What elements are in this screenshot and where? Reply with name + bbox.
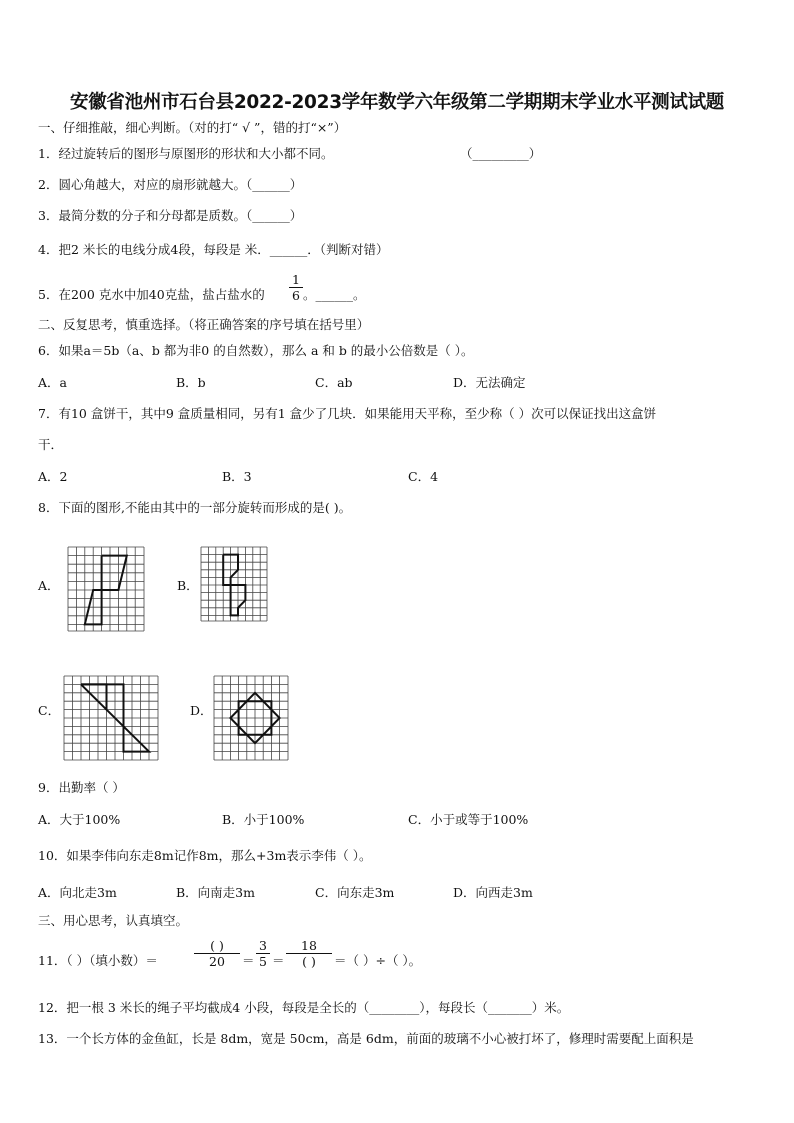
q11-f2-numerator: 3 — [259, 938, 267, 953]
section-heading-2: 二、反复思考，慎重选择。（将正确答案的序号填在括号里） — [38, 317, 370, 332]
q11-equals-2: ＝ — [272, 953, 285, 968]
q11-f2-denominator: 5 — [259, 954, 267, 969]
q8-option-b-label[interactable]: B． — [177, 578, 199, 593]
q10-option-d[interactable]: D．向西走3m — [453, 885, 533, 900]
q11-f3-denominator[interactable]: ( ) — [302, 954, 316, 969]
q7-option-a[interactable]: A．2 — [38, 469, 68, 484]
question-8: 8．下面的图形,不能由其中的一部分旋转而形成的是( )。 — [38, 500, 352, 515]
question-5-answer: 。______。 — [303, 287, 366, 302]
question-3: 3．最简分数的分子和分母都是质数。（______） — [38, 208, 303, 223]
q6-option-d[interactable]: D．无法确定 — [453, 375, 526, 390]
q10-option-a[interactable]: A．向北走3m — [38, 885, 117, 900]
question-11-text: 11．（ ）（填小数）＝ — [38, 953, 158, 968]
q10-option-c[interactable]: C．向东走3m — [315, 885, 395, 900]
q8-option-d-figure[interactable] — [212, 674, 290, 762]
q8-option-c-figure[interactable] — [62, 674, 160, 762]
question-10: 10．如果李伟向东走8m记作8m，那么+3m表示李伟（ ）。 — [38, 848, 372, 863]
question-7-line-1: 7．有10 盒饼干，其中9 盒质量相同，另有1 盒少了几块．如果能用天平称，至少称（ ）次可以保证找出这盒饼 — [38, 406, 657, 421]
q9-option-b[interactable]: B．小于100% — [222, 812, 305, 827]
q8-option-a-figure[interactable] — [66, 545, 146, 633]
q6-option-b[interactable]: B．b — [176, 375, 206, 390]
question-6: 6．如果a＝5b（a、b 都为非0 的自然数），那么 a 和 b 的最小公倍数是（ ）。 — [38, 343, 474, 358]
section-heading-1: 一、仔细推敲，细心判断。（对的打“ √ ”，错的打“×”） — [38, 120, 347, 135]
q7-option-c[interactable]: C．4 — [408, 469, 439, 484]
q7-option-b[interactable]: B．3 — [222, 469, 252, 484]
q11-f1-denominator: 20 — [209, 954, 225, 969]
q11-fraction-3 — [286, 938, 332, 969]
q8-option-a-label[interactable]: A． — [38, 578, 60, 593]
question-12: 12．把一根 3 米长的绳子平均截成4 小段，每段是全长的（________），每段长（_______）米。 — [38, 1000, 570, 1015]
question-9: 9．出勤率（ ） — [38, 780, 125, 795]
q10-option-b[interactable]: B．向南走3m — [176, 885, 255, 900]
question-4: 4．把2 米长的电线分成4段，每段是 米．______．（判断对错） — [38, 242, 389, 257]
q11-fraction-1 — [194, 938, 240, 969]
question-7-line-2: 干． — [38, 437, 64, 452]
q11-fraction-2 — [256, 938, 270, 969]
q8-option-d-label[interactable]: D． — [190, 703, 213, 718]
q8-option-b-figure[interactable] — [199, 545, 269, 623]
section-heading-3: 三、用心思考，认真填空。 — [38, 913, 189, 928]
question-13: 13．一个长方体的金鱼缸，长是 8dm，宽是 50cm，高是 6dm，前面的玻璃不小心被打坏了，修理时需要配上面积是 — [38, 1031, 694, 1046]
fraction-numerator: 1 — [292, 272, 300, 287]
question-5-text: 5．在200 克水中加40克盐，盐占盐水的 — [38, 287, 265, 302]
q11-f3-numerator: 18 — [301, 938, 317, 953]
q11-tail: ＝（ ）÷（ ）。 — [334, 953, 422, 968]
question-5-fraction — [289, 272, 303, 303]
question-1: 1．经过旋转后的图形与原图形的形状和大小都不同。 — [38, 146, 334, 161]
q9-option-a[interactable]: A．大于100% — [38, 812, 121, 827]
fraction-denominator: 6 — [292, 288, 300, 303]
question-1-blank[interactable]: （_________） — [460, 146, 542, 161]
question-2: 2．圆心角越大，对应的扇形就越大。（______） — [38, 177, 303, 192]
q11-equals: ＝ — [242, 953, 255, 968]
page-title: 安徽省池州市石台县2022-2023学年数学六年级第二学期期末学业水平测试试题 — [70, 92, 724, 113]
q8-option-c-label[interactable]: C． — [38, 703, 61, 718]
q11-f1-numerator[interactable]: ( ) — [210, 938, 224, 953]
q6-option-c[interactable]: C．ab — [315, 375, 353, 390]
q6-option-a[interactable]: A．a — [38, 375, 67, 390]
q9-option-c[interactable]: C．小于或等于100% — [408, 812, 529, 827]
